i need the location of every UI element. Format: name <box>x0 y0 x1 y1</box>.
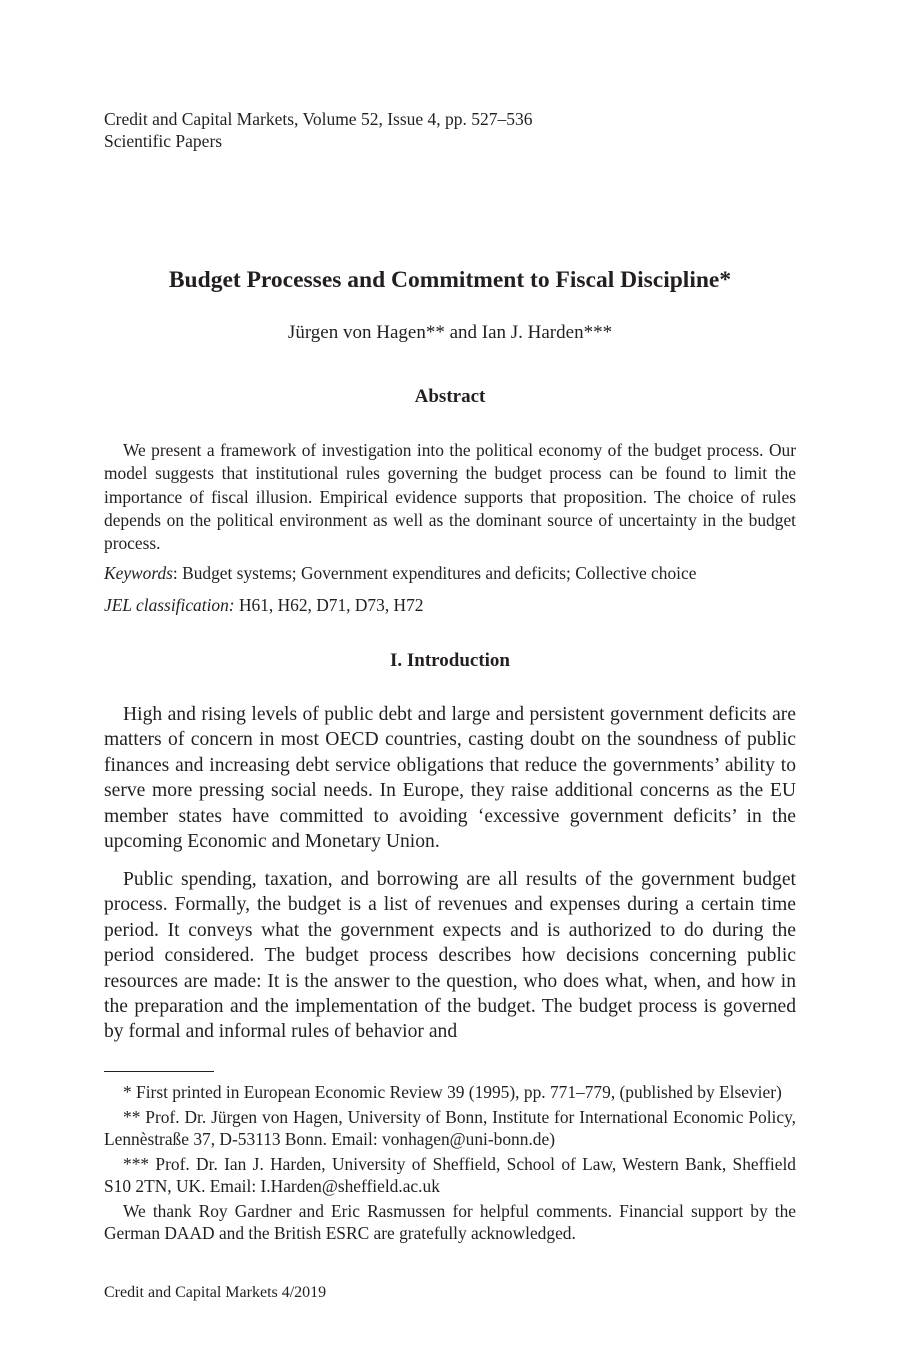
paper-title: Budget Processes and Commitment to Fiscal Discipline* <box>168 267 732 293</box>
keywords-line <box>104 562 796 585</box>
jel-codes: H61, H62, D71, D73, H72 <box>234 595 424 615</box>
keywords-text: : Budget systems; Government expenditures and deficits; Collective choice <box>172 563 697 583</box>
section-heading-introduction: I. Introduction <box>389 650 510 671</box>
keywords-label: Keywords <box>104 563 173 583</box>
journal-category: Scientific Papers <box>104 131 223 151</box>
page-footer: Credit and Capital Markets 4/2019 <box>104 1284 327 1301</box>
footnote: ** Prof. Dr. Jürgen von Hagen, University of Bonn, Institute for International Economic Policy, Lennèstraße 37, D-53113 Bonn. Email: vonhagen@uni-bonn.de) <box>104 1106 796 1149</box>
body-paragraph: High and rising levels of public debt and large and persistent government deficits are matters of concern in most OECD countries, casting doubt on the soundness of public finances and increasing debt service obligations that reduce the governments’ ability to serve more pressing social needs. In Europe, they raise additional concerns as the EU member states have committed to avoiding ‘excessive government deficits’ in the upcoming Economic and Monetary Union. <box>104 704 796 853</box>
footnote-divider <box>104 1071 214 1072</box>
footnote: * First printed in European Economic Review 39 (1995), pp. 771–779, (published by Elsevier) <box>123 1082 782 1102</box>
journal-citation: Credit and Capital Markets, Volume 52, Issue 4, pp. 527–536 <box>104 109 533 129</box>
abstract-heading: Abstract <box>414 386 486 407</box>
jel-label: JEL classification: <box>104 595 235 615</box>
journal-header <box>104 108 533 152</box>
footnote: *** Prof. Dr. Ian J. Harden, University of Sheffield, School of Law, Western Bank, Sheffield S10 2TN, UK. Email: I.Harden@sheffield.ac.uk <box>104 1153 796 1196</box>
paper-authors: Jürgen von Hagen** and Ian J. Harden*** <box>287 322 613 343</box>
footnotes <box>104 1081 796 1247</box>
body-paragraph: Public spending, taxation, and borrowing are all results of the government budget process. Formally, the budget is a list of revenues and expenses during a certain time period. It conveys what the government expects and is authorized to do during the period considered. The budget process describes how decisions concerning public resources are made: It is the answer to the question, who does what, when, and how in the preparation and the implementation of the budget. The budget process is governed by formal and informal rules of behavior and <box>104 869 796 1043</box>
footnote: We thank Roy Gardner and Eric Rasmussen for helpful comments. Financial support by the German DAAD and the British ESRC are gratefully acknowledged. <box>104 1200 796 1243</box>
jel-line <box>104 594 796 617</box>
abstract-text: We present a framework of investigation into the political economy of the budget process. Our model suggests that institutional rules governing the budget process can be found to limit the importance of fiscal illusion. Empirical evidence supports that proposition. The choice of rules depends on the political environment as well as the dominant source of uncertainty in the budget process. <box>104 440 796 554</box>
